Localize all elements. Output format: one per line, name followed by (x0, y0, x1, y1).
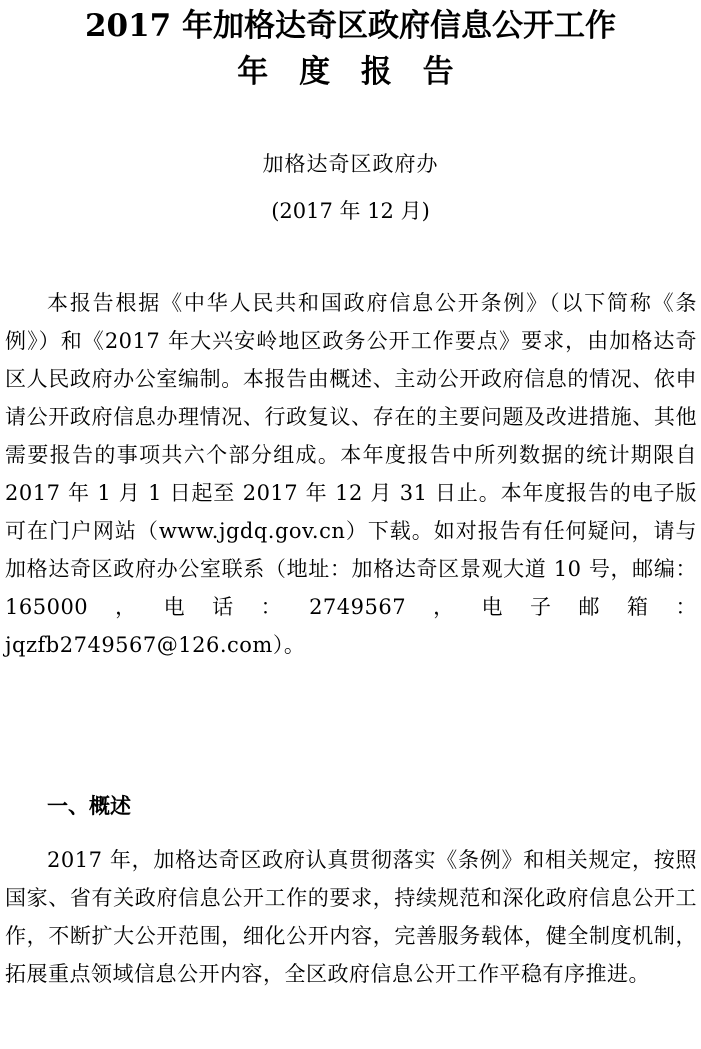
section-heading-overview: 一、概述 (47, 794, 131, 818)
report-date: (2017 年 12 月) (271, 199, 430, 223)
issuer-name: 加格达奇区政府办 (262, 152, 439, 176)
report-title-line2: 年 度 报 告 (237, 54, 464, 90)
report-title-line1: 2017 年加格达奇区政府信息公开工作 (84, 8, 617, 44)
overview-paragraph: 2017 年，加格达奇区政府认真贯彻落实《条例》和相关规定，按照国家、省有关政府信息公开工作的要求，持续规范和深化政府信息公开工作，不断扩大公开范围，细化公开内容，完善服务载体，健全制度机制，拓展重点领域信息公开内容，全区政府信息公开工作平稳有序推进。 (5, 848, 697, 986)
intro-paragraph: 本报告根据《中华人民共和国政府信息公开条例》（以下简称《条例》）和《2017 年大兴安岭地区政务公开工作要点》要求，由加格达奇区人民政府办公室编制。本报告由概述、主动公开政府信息的情况、依申请公开政府信息办理情况、行政复议、存在的主要问题及改进措施、其他需要报告的事项共六个部分组成。本年度报告中所列数据的统计期限自 2017 年 1 月 1 日起至 2017 年 12 月 31 日止。本年度报告的电子版可在门户网站（www.jgdq.gov.cn）下载。如对报告有任何疑问，请与加格达奇区政府办公室联系（地址：加格达奇区景观大道 10 号，邮编：165000，电话：2749567，电子邮箱：jqzfb2749567@126.com）。 (5, 291, 697, 657)
